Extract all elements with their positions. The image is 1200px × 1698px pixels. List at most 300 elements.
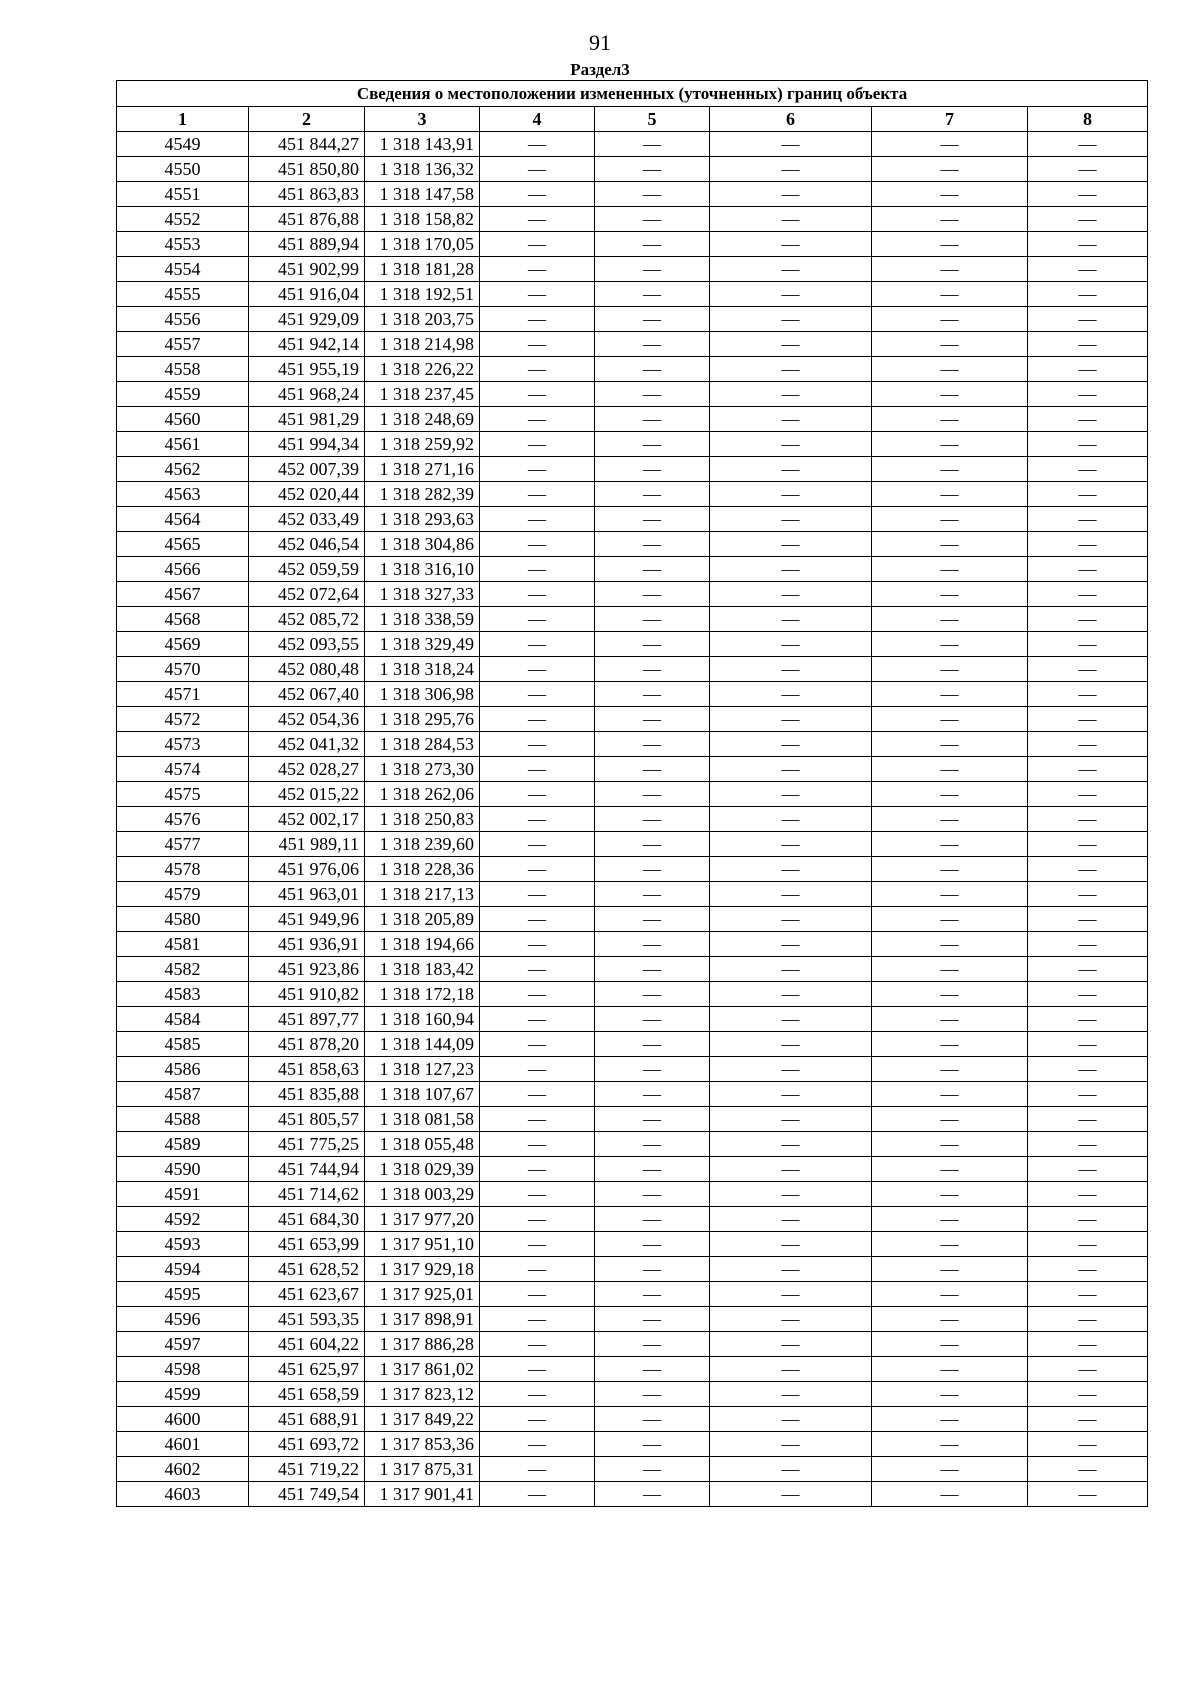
y-coordinate-cell: 1 318 160,94 (365, 1007, 480, 1032)
empty-dash-cell: — (710, 582, 872, 607)
table-row (117, 1307, 1148, 1332)
table-row (117, 832, 1148, 857)
empty-dash-cell: — (872, 557, 1028, 582)
empty-dash-cell: — (595, 1057, 710, 1082)
empty-dash-cell: — (1028, 282, 1148, 307)
empty-dash-cell: — (710, 532, 872, 557)
empty-dash-cell: — (872, 1282, 1028, 1307)
table-row (117, 207, 1148, 232)
empty-dash-cell: — (710, 132, 872, 157)
empty-dash-cell: — (1028, 982, 1148, 1007)
empty-dash-cell: — (595, 782, 710, 807)
empty-dash-cell: — (480, 1357, 595, 1382)
x-coordinate-cell: 451 949,96 (249, 907, 365, 932)
y-coordinate-cell: 1 318 214,98 (365, 332, 480, 357)
table-row (117, 1482, 1148, 1507)
y-coordinate-cell: 1 317 823,12 (365, 1382, 480, 1407)
empty-dash-cell: — (480, 882, 595, 907)
empty-dash-cell: — (710, 1207, 872, 1232)
y-coordinate-cell: 1 318 271,16 (365, 457, 480, 482)
empty-dash-cell: — (710, 957, 872, 982)
column-header: 1 (117, 107, 249, 132)
point-number-cell: 4599 (117, 1382, 249, 1407)
empty-dash-cell: — (595, 757, 710, 782)
y-coordinate-cell: 1 318 338,59 (365, 607, 480, 632)
empty-dash-cell: — (1028, 1307, 1148, 1332)
x-coordinate-cell: 452 020,44 (249, 482, 365, 507)
empty-dash-cell: — (710, 1082, 872, 1107)
point-number-cell: 4558 (117, 357, 249, 382)
x-coordinate-cell: 451 625,97 (249, 1357, 365, 1382)
empty-dash-cell: — (710, 1032, 872, 1057)
point-number-cell: 4585 (117, 1032, 249, 1057)
empty-dash-cell: — (1028, 782, 1148, 807)
empty-dash-cell: — (1028, 757, 1148, 782)
empty-dash-cell: — (872, 1032, 1028, 1057)
empty-dash-cell: — (595, 257, 710, 282)
y-coordinate-cell: 1 318 237,45 (365, 382, 480, 407)
empty-dash-cell: — (480, 1282, 595, 1307)
point-number-cell: 4549 (117, 132, 249, 157)
empty-dash-cell: — (710, 1307, 872, 1332)
empty-dash-cell: — (480, 1207, 595, 1232)
y-coordinate-cell: 1 318 147,58 (365, 182, 480, 207)
point-number-cell: 4591 (117, 1182, 249, 1207)
empty-dash-cell: — (872, 407, 1028, 432)
empty-dash-cell: — (872, 982, 1028, 1007)
empty-dash-cell: — (710, 707, 872, 732)
x-coordinate-cell: 451 963,01 (249, 882, 365, 907)
section-title: Раздел3 (570, 60, 630, 79)
empty-dash-cell: — (480, 1332, 595, 1357)
empty-dash-cell: — (872, 257, 1028, 282)
point-number-cell: 4586 (117, 1057, 249, 1082)
empty-dash-cell: — (595, 282, 710, 307)
empty-dash-cell: — (872, 682, 1028, 707)
table-row (117, 1132, 1148, 1157)
empty-dash-cell: — (872, 382, 1028, 407)
point-number-cell: 4579 (117, 882, 249, 907)
x-coordinate-cell: 451 942,14 (249, 332, 365, 357)
x-coordinate-cell: 452 080,48 (249, 657, 365, 682)
y-coordinate-cell: 1 317 929,18 (365, 1257, 480, 1282)
column-header: 8 (1028, 107, 1148, 132)
x-coordinate-cell: 451 850,80 (249, 157, 365, 182)
y-coordinate-cell: 1 317 849,22 (365, 1407, 480, 1432)
empty-dash-cell: — (480, 307, 595, 332)
table-row (117, 1157, 1148, 1182)
x-coordinate-cell: 452 085,72 (249, 607, 365, 632)
table-row (117, 282, 1148, 307)
x-coordinate-cell: 451 714,62 (249, 1182, 365, 1207)
empty-dash-cell: — (595, 607, 710, 632)
empty-dash-cell: — (710, 1457, 872, 1482)
point-number-cell: 4556 (117, 307, 249, 332)
x-coordinate-cell: 452 015,22 (249, 782, 365, 807)
empty-dash-cell: — (595, 1457, 710, 1482)
x-coordinate-cell: 451 929,09 (249, 307, 365, 332)
empty-dash-cell: — (710, 1282, 872, 1307)
point-number-cell: 4587 (117, 1082, 249, 1107)
empty-dash-cell: — (710, 307, 872, 332)
empty-dash-cell: — (595, 1007, 710, 1032)
empty-dash-cell: — (595, 907, 710, 932)
empty-dash-cell: — (595, 407, 710, 432)
empty-dash-cell: — (710, 157, 872, 182)
y-coordinate-cell: 1 318 205,89 (365, 907, 480, 932)
x-coordinate-cell: 451 968,24 (249, 382, 365, 407)
table-row (117, 1357, 1148, 1382)
empty-dash-cell: — (1028, 882, 1148, 907)
empty-dash-cell: — (1028, 557, 1148, 582)
point-number-cell: 4557 (117, 332, 249, 357)
table-row (117, 1457, 1148, 1482)
table-row (117, 707, 1148, 732)
y-coordinate-cell: 1 317 861,02 (365, 1357, 480, 1382)
empty-dash-cell: — (595, 457, 710, 482)
empty-dash-cell: — (480, 557, 595, 582)
empty-dash-cell: — (710, 232, 872, 257)
x-coordinate-cell: 451 936,91 (249, 932, 365, 957)
y-coordinate-cell: 1 318 226,22 (365, 357, 480, 382)
empty-dash-cell: — (872, 482, 1028, 507)
point-number-cell: 4597 (117, 1332, 249, 1357)
y-coordinate-cell: 1 318 327,33 (365, 582, 480, 607)
empty-dash-cell: — (1028, 1382, 1148, 1407)
empty-dash-cell: — (710, 1132, 872, 1157)
table-row (117, 407, 1148, 432)
empty-dash-cell: — (1028, 332, 1148, 357)
point-number-cell: 4570 (117, 657, 249, 682)
point-number-cell: 4592 (117, 1207, 249, 1232)
empty-dash-cell: — (480, 282, 595, 307)
empty-dash-cell: — (872, 1307, 1028, 1332)
point-number-cell: 4578 (117, 857, 249, 882)
empty-dash-cell: — (710, 607, 872, 632)
empty-dash-cell: — (480, 132, 595, 157)
table-row (117, 232, 1148, 257)
empty-dash-cell: — (710, 432, 872, 457)
x-coordinate-cell: 451 775,25 (249, 1132, 365, 1157)
y-coordinate-cell: 1 318 316,10 (365, 557, 480, 582)
empty-dash-cell: — (710, 657, 872, 682)
point-number-cell: 4563 (117, 482, 249, 507)
point-number-cell: 4567 (117, 582, 249, 607)
empty-dash-cell: — (480, 907, 595, 932)
empty-dash-cell: — (710, 257, 872, 282)
empty-dash-cell: — (1028, 1432, 1148, 1457)
empty-dash-cell: — (872, 782, 1028, 807)
empty-dash-cell: — (872, 1007, 1028, 1032)
empty-dash-cell: — (480, 1232, 595, 1257)
empty-dash-cell: — (480, 257, 595, 282)
x-coordinate-cell: 452 072,64 (249, 582, 365, 607)
empty-dash-cell: — (595, 1382, 710, 1407)
table-row (117, 907, 1148, 932)
empty-dash-cell: — (872, 207, 1028, 232)
y-coordinate-cell: 1 318 239,60 (365, 832, 480, 857)
x-coordinate-cell: 451 910,82 (249, 982, 365, 1007)
empty-dash-cell: — (710, 1382, 872, 1407)
point-number-cell: 4600 (117, 1407, 249, 1432)
empty-dash-cell: — (595, 1032, 710, 1057)
empty-dash-cell: — (872, 1132, 1028, 1157)
empty-dash-cell: — (480, 1157, 595, 1182)
empty-dash-cell: — (480, 1057, 595, 1082)
y-coordinate-cell: 1 317 901,41 (365, 1482, 480, 1507)
empty-dash-cell: — (710, 1407, 872, 1432)
empty-dash-cell: — (480, 1432, 595, 1457)
y-coordinate-cell: 1 318 194,66 (365, 932, 480, 957)
table-row (117, 1407, 1148, 1432)
empty-dash-cell: — (480, 382, 595, 407)
empty-dash-cell: — (710, 632, 872, 657)
x-coordinate-cell: 451 844,27 (249, 132, 365, 157)
empty-dash-cell: — (710, 282, 872, 307)
empty-dash-cell: — (1028, 657, 1148, 682)
y-coordinate-cell: 1 318 203,75 (365, 307, 480, 332)
table-row (117, 457, 1148, 482)
table-row (117, 1182, 1148, 1207)
table-row (117, 1432, 1148, 1457)
empty-dash-cell: — (480, 332, 595, 357)
empty-dash-cell: — (710, 857, 872, 882)
table-row (117, 1382, 1148, 1407)
empty-dash-cell: — (595, 1107, 710, 1132)
y-coordinate-cell: 1 317 898,91 (365, 1307, 480, 1332)
table-row (117, 807, 1148, 832)
point-number-cell: 4568 (117, 607, 249, 632)
empty-dash-cell: — (1028, 582, 1148, 607)
empty-dash-cell: — (480, 1132, 595, 1157)
table-row (117, 1107, 1148, 1132)
table-row (117, 1207, 1148, 1232)
y-coordinate-cell: 1 318 304,86 (365, 532, 480, 557)
y-coordinate-cell: 1 317 925,01 (365, 1282, 480, 1307)
empty-dash-cell: — (872, 1207, 1028, 1232)
x-coordinate-cell: 451 955,19 (249, 357, 365, 382)
x-coordinate-cell: 452 028,27 (249, 757, 365, 782)
point-number-cell: 4554 (117, 257, 249, 282)
empty-dash-cell: — (480, 182, 595, 207)
x-coordinate-cell: 451 835,88 (249, 1082, 365, 1107)
empty-dash-cell: — (872, 757, 1028, 782)
empty-dash-cell: — (595, 582, 710, 607)
point-number-cell: 4562 (117, 457, 249, 482)
x-coordinate-cell: 451 719,22 (249, 1457, 365, 1482)
empty-dash-cell: — (595, 857, 710, 882)
table-row (117, 1282, 1148, 1307)
x-coordinate-cell: 451 604,22 (249, 1332, 365, 1357)
y-coordinate-cell: 1 318 329,49 (365, 632, 480, 657)
table-row (117, 757, 1148, 782)
empty-dash-cell: — (595, 1432, 710, 1457)
table-row (117, 532, 1148, 557)
point-number-cell: 4550 (117, 157, 249, 182)
empty-dash-cell: — (480, 157, 595, 182)
table-row (117, 882, 1148, 907)
empty-dash-cell: — (710, 1257, 872, 1282)
empty-dash-cell: — (595, 1282, 710, 1307)
y-coordinate-cell: 1 318 127,23 (365, 1057, 480, 1082)
empty-dash-cell: — (595, 207, 710, 232)
point-number-cell: 4553 (117, 232, 249, 257)
x-coordinate-cell: 451 889,94 (249, 232, 365, 257)
point-number-cell: 4593 (117, 1232, 249, 1257)
empty-dash-cell: — (872, 957, 1028, 982)
column-header-row (117, 107, 1148, 132)
empty-dash-cell: — (1028, 1457, 1148, 1482)
y-coordinate-cell: 1 317 951,10 (365, 1232, 480, 1257)
empty-dash-cell: — (710, 1332, 872, 1357)
point-number-cell: 4566 (117, 557, 249, 582)
x-coordinate-cell: 451 628,52 (249, 1257, 365, 1282)
x-coordinate-cell: 451 976,06 (249, 857, 365, 882)
empty-dash-cell: — (1028, 1057, 1148, 1082)
empty-dash-cell: — (595, 632, 710, 657)
y-coordinate-cell: 1 318 284,53 (365, 732, 480, 757)
empty-dash-cell: — (595, 832, 710, 857)
x-coordinate-cell: 452 093,55 (249, 632, 365, 657)
table-row (117, 1332, 1148, 1357)
y-coordinate-cell: 1 318 259,92 (365, 432, 480, 457)
table-row (117, 507, 1148, 532)
empty-dash-cell: — (595, 507, 710, 532)
point-number-cell: 4603 (117, 1482, 249, 1507)
x-coordinate-cell: 451 805,57 (249, 1107, 365, 1132)
empty-dash-cell: — (710, 982, 872, 1007)
empty-dash-cell: — (710, 907, 872, 932)
y-coordinate-cell: 1 318 172,18 (365, 982, 480, 1007)
empty-dash-cell: — (480, 1382, 595, 1407)
empty-dash-cell: — (872, 807, 1028, 832)
empty-dash-cell: — (872, 232, 1028, 257)
x-coordinate-cell: 451 916,04 (249, 282, 365, 307)
empty-dash-cell: — (595, 707, 710, 732)
x-coordinate-cell: 452 067,40 (249, 682, 365, 707)
empty-dash-cell: — (1028, 682, 1148, 707)
empty-dash-cell: — (1028, 632, 1148, 657)
point-number-cell: 4565 (117, 532, 249, 557)
x-coordinate-cell: 451 981,29 (249, 407, 365, 432)
empty-dash-cell: — (595, 732, 710, 757)
x-coordinate-cell: 452 033,49 (249, 507, 365, 532)
empty-dash-cell: — (480, 807, 595, 832)
y-coordinate-cell: 1 318 170,05 (365, 232, 480, 257)
empty-dash-cell: — (872, 332, 1028, 357)
empty-dash-cell: — (480, 957, 595, 982)
table-row (117, 1232, 1148, 1257)
y-coordinate-cell: 1 317 977,20 (365, 1207, 480, 1232)
empty-dash-cell: — (1028, 357, 1148, 382)
point-number-cell: 4575 (117, 782, 249, 807)
table-row (117, 682, 1148, 707)
empty-dash-cell: — (1028, 1182, 1148, 1207)
table-row (117, 932, 1148, 957)
empty-dash-cell: — (595, 132, 710, 157)
column-header: 7 (872, 107, 1028, 132)
x-coordinate-cell: 452 041,32 (249, 732, 365, 757)
y-coordinate-cell: 1 318 081,58 (365, 1107, 480, 1132)
empty-dash-cell: — (1028, 182, 1148, 207)
x-coordinate-cell: 451 688,91 (249, 1407, 365, 1432)
empty-dash-cell: — (710, 757, 872, 782)
table-row (117, 182, 1148, 207)
empty-dash-cell: — (595, 1307, 710, 1332)
column-header: 3 (365, 107, 480, 132)
point-number-cell: 4590 (117, 1157, 249, 1182)
empty-dash-cell: — (710, 1157, 872, 1182)
empty-dash-cell: — (872, 657, 1028, 682)
empty-dash-cell: — (872, 182, 1028, 207)
empty-dash-cell: — (595, 1407, 710, 1432)
empty-dash-cell: — (595, 232, 710, 257)
x-coordinate-cell: 451 994,34 (249, 432, 365, 457)
empty-dash-cell: — (710, 782, 872, 807)
table-row (117, 1032, 1148, 1057)
empty-dash-cell: — (872, 857, 1028, 882)
point-number-cell: 4564 (117, 507, 249, 532)
empty-dash-cell: — (1028, 532, 1148, 557)
point-number-cell: 4571 (117, 682, 249, 707)
empty-dash-cell: — (1028, 607, 1148, 632)
empty-dash-cell: — (480, 657, 595, 682)
column-header: 6 (710, 107, 872, 132)
y-coordinate-cell: 1 318 217,13 (365, 882, 480, 907)
empty-dash-cell: — (1028, 1407, 1148, 1432)
empty-dash-cell: — (872, 1082, 1028, 1107)
y-coordinate-cell: 1 318 029,39 (365, 1157, 480, 1182)
empty-dash-cell: — (872, 1432, 1028, 1457)
y-coordinate-cell: 1 318 003,29 (365, 1182, 480, 1207)
empty-dash-cell: — (1028, 432, 1148, 457)
empty-dash-cell: — (1028, 307, 1148, 332)
empty-dash-cell: — (595, 1257, 710, 1282)
x-coordinate-cell: 451 593,35 (249, 1307, 365, 1332)
x-coordinate-cell: 451 989,11 (249, 832, 365, 857)
table-row (117, 1007, 1148, 1032)
empty-dash-cell: — (595, 307, 710, 332)
empty-dash-cell: — (872, 582, 1028, 607)
empty-dash-cell: — (480, 782, 595, 807)
empty-dash-cell: — (480, 1182, 595, 1207)
empty-dash-cell: — (1028, 1357, 1148, 1382)
empty-dash-cell: — (872, 1257, 1028, 1282)
empty-dash-cell: — (710, 732, 872, 757)
point-number-cell: 4583 (117, 982, 249, 1007)
table-row (117, 1257, 1148, 1282)
empty-dash-cell: — (710, 1432, 872, 1457)
point-number-cell: 4573 (117, 732, 249, 757)
empty-dash-cell: — (480, 1257, 595, 1282)
table-row (117, 957, 1148, 982)
x-coordinate-cell: 451 653,99 (249, 1232, 365, 1257)
empty-dash-cell: — (480, 1082, 595, 1107)
empty-dash-cell: — (710, 882, 872, 907)
empty-dash-cell: — (1028, 257, 1148, 282)
table-row (117, 432, 1148, 457)
empty-dash-cell: — (872, 1182, 1028, 1207)
table-row (117, 557, 1148, 582)
empty-dash-cell: — (480, 832, 595, 857)
y-coordinate-cell: 1 318 136,32 (365, 157, 480, 182)
empty-dash-cell: — (1028, 832, 1148, 857)
table-row (117, 132, 1148, 157)
empty-dash-cell: — (480, 232, 595, 257)
empty-dash-cell: — (872, 132, 1028, 157)
empty-dash-cell: — (1028, 1257, 1148, 1282)
y-coordinate-cell: 1 318 181,28 (365, 257, 480, 282)
